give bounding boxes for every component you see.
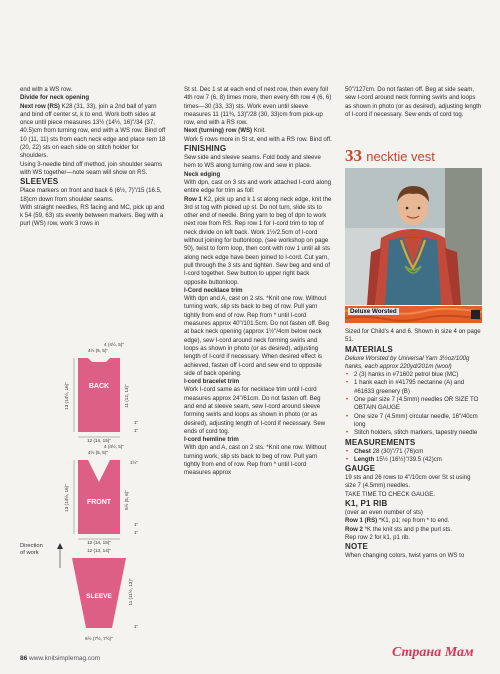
rib-row1: Row 1 (RS) *K1, p1; rep from * to end. [345,517,450,525]
neck-divide-heading: Divide for neck opening [20,94,90,102]
project-number: 33 [345,146,362,165]
back-bottom-dim: 12 (14, 15)" [87,438,111,443]
neck-edging-text: With dpn, cast on 3 sts and work attached I-cord along entire edge for trim as foll: [184,178,332,195]
back-r1: 1" [134,420,139,425]
bracelet-text: Work I-cord same as for necklace trim until I-cord measures approx 24"/61cm. Do not fasten off. Beg and end at sleeve seam, sew I-cord around sleeve forming swirls and loops as shown in photo (or as desired), adjusting length of I-cord if necessary. Sew ends of cord tog. [184,386,326,435]
neck-edging-heading: Neck edging [184,170,221,178]
bracelet-heading: I-cord bracelet trim [184,378,240,386]
back-top-dim-2: 4½ (5, 5)" [87,348,109,353]
footer-url[interactable]: www.knitsimplemag.com [29,655,101,662]
list-item: • One pair size 7 (4.5mm) needles OR SIZE TO OBTAIN GAUGE [354,396,482,413]
rib-row3: Rep row 2 for k1, p1 rib. [345,533,411,541]
materials-list [345,371,482,437]
sleeve-r1: 1" [134,624,139,629]
list-item: • Chest 28 (30)"/71 (76)cm [354,448,482,456]
front-r3: 1" [134,522,139,527]
front-bottom-dim: 12 (14, 15)" [87,540,111,545]
sleeve-top-dim: 12 (13, 14)" [87,548,111,553]
hemline-continued-text: 50"/127cm. Do not fasten off. Beg at side seam, sew I-cord around neck forming swirls and loops as shown in photo (or as desired), adjusting length of I-cord if necessary. Sew ends of cord tog. [345,86,482,118]
sleeve-dec-text: St st. Dec 1 st at each end of next row, then every foll 4th row 7 (6, 8) times more, then every 6th row 4 (6, 6) times—30 (33, 33) sts. Work even until sleeve measures 11 (11¾, 13)"/28 (30, 33)cm from pick-up row, end with a RS row. [184,86,332,127]
schematic-diagram [40,336,160,652]
front-top-dim-2: 4½ (5, 5)" [87,450,109,455]
back-top-dim: 4 (4½, 5)" [103,342,125,347]
rib-intro: (over an even number of sts) [345,509,423,517]
turning-row-text: Next (turning) row (WS) Knit. [184,127,266,135]
front-piece [78,460,120,534]
list-item: • Length 15½ (16½)"/39.5 (42)cm [354,456,482,464]
finishing-heading: FINISHING [184,144,227,154]
front-r2: 5½ (5, 6)" [124,489,129,511]
necklace-text: With dpn and A, cast on 2 sts. *Knit one row. Without turning work, slip sts back to beg of row. Pull yarn tightly from end of row. Rep from * until I-cord measures approx 40"/101.5cm. Do not fasten off. Beg at back neck opening (approx 1½"/4cm below neck edge), sew I-cord around neck forming swirls and loops as shown in photo (or as desired), adjusting length of I-cord if necessary. When desired effect is achieved, fasten off I-cord and sew end to opposite side of back opening. [184,295,330,377]
front-top-dim: 4 (4½, 5)" [103,444,125,449]
note-text: When changing colors, twist yarns on WS to [345,552,465,560]
front-r1: 1½" [130,460,139,465]
measurements-heading: MEASUREMENTS [345,437,416,447]
materials-intro: Deluxe Worsted by Universal Yarn 3½oz/100g hanks, each approx 220yd/201m (wool) [345,354,470,370]
back-right-dim: 11 (12, 13)" [124,384,129,408]
back-piece [78,358,120,432]
page-number: 86 [20,655,28,662]
front-r4: 1" [134,530,139,535]
sleeves-text-1: Place markers on front and back 6 (6½, 7)"/15 (16.5, 18)cm down from shoulder seams. [20,187,162,203]
row1-text: Row 1 K2, pick up and k 1 st along neck edge, knit the 3rd st tog with picked up st. Do not turn, slide sts to other end of needle. Bring yarn to beg of dpn to work next row from RS. Rep row 1 for I-cord trim to top of neck divide on left back. Work 1½/2.5cm of I-cord without joining for buttonloop, (see workshop on page 50), twist to form loop, then cont with row 1 until all sts along neck edge have been joined to I-cord. Cut yarn, pull through the 3 sts and tighten. Sew beg and end of I-cord together. Sew button to upper right back opposite buttonloop. [184,195,332,286]
necklace-heading: I-Cord necklace trim [184,286,243,294]
sleeve-bottom-dim: 6½ (7½, 7½)" [85,636,113,641]
watermark: Страна Мам [392,645,474,660]
project-photo [345,168,482,305]
direction-label: Direction of work [20,543,43,556]
hemline-text: With dpn and A, cast on 2 sts. *Knit one row. Without turning work, slip sts back to beg of row. Pull yarn tightly from end of row. Rep from * until I-cord measures approx [184,444,327,477]
list-item: • Stitch holders, stitch markers, tapestry needle [354,429,482,437]
neck-divide-text-2: Using 3-needle bind off method, join shoulder seams with WS together—note seam will show on RS. [20,160,163,176]
neck-divide-text: Next row (RS) K28 (31, 33), join a 2nd ball of yarn and bind off center st, k to end. Work both sides at once until piece measures 13½ (14½, 16)"/34 (37, 40.5)cm from turning row, end with a WS row. Bind off 10 (11, 11) sts from each neck edge and place rem 18 (20, 22) sts on each side on stitch holder for shoulders. [20,102,166,160]
rib-row2: Row 2 *K the knit sts and p the purl sts. [345,525,453,533]
bind-off-text: Work 5 rows more in St st, end with a RS row. Bind off. [184,135,332,143]
back-label: BACK [88,383,110,390]
yarn-label: Deluxe Worsted [350,308,397,315]
sleeves-heading: SLEEVES [20,177,59,187]
sizes-text: Sized for Child's 4 and 6. Shown in size 4 on page 51. [345,328,481,344]
list-item: • One size 7 (4.5mm) circular needle, 16"/40cm long [354,413,482,430]
intro-text: end with a WS row. [20,86,73,93]
gauge-text-2: TAKE TIME TO CHECK GAUGE. [345,490,435,498]
sleeve-label: SLEEVE [86,593,112,600]
hemline-heading: I-cord hemline trim [184,436,239,444]
measurements-list [345,448,482,465]
gauge-heading: GAUGE [345,464,376,474]
column-3-top [345,86,482,119]
back-side-dim: 13 (14½, 16)" [64,382,69,410]
sleeves-text-2: With straight needles, RS facing and MC, pick up and k 54 (59, 63) sts evenly between markers. Beg with a purl (WS) row, work 3 rows in [20,203,165,228]
page-footer [20,655,100,662]
column-1 [20,86,168,229]
back-r2: 1" [134,428,139,433]
project-title [345,146,435,166]
note-heading: NOTE [345,542,369,552]
front-label: FRONT [86,499,112,506]
materials-heading: MATERIALS [345,344,393,354]
column-2 [184,86,332,478]
list-item: • 2 (3) hanks in #71602 petrol blue (MC) [354,371,482,379]
rib-heading: K1, P1 RIB [345,499,388,509]
sleeve-side-dim: 11 (11½, 13)" [128,578,133,606]
finishing-text: Sew side and sleeve seams. Fold body and sleeve hem to WS along turning row and sew in place. [184,154,321,170]
list-item: • 1 hank each in #41795 nectarine (A) and #61633 greenery (B) [354,379,482,396]
project-name: necktie vest [366,149,435,164]
gauge-text: 19 sts and 26 rows to 4"/10cm over St st using size 7 (4.5mm) needles. [345,474,471,490]
column-3-bottom [345,328,482,561]
front-side-dim: 13 (14½, 16)" [64,484,69,512]
